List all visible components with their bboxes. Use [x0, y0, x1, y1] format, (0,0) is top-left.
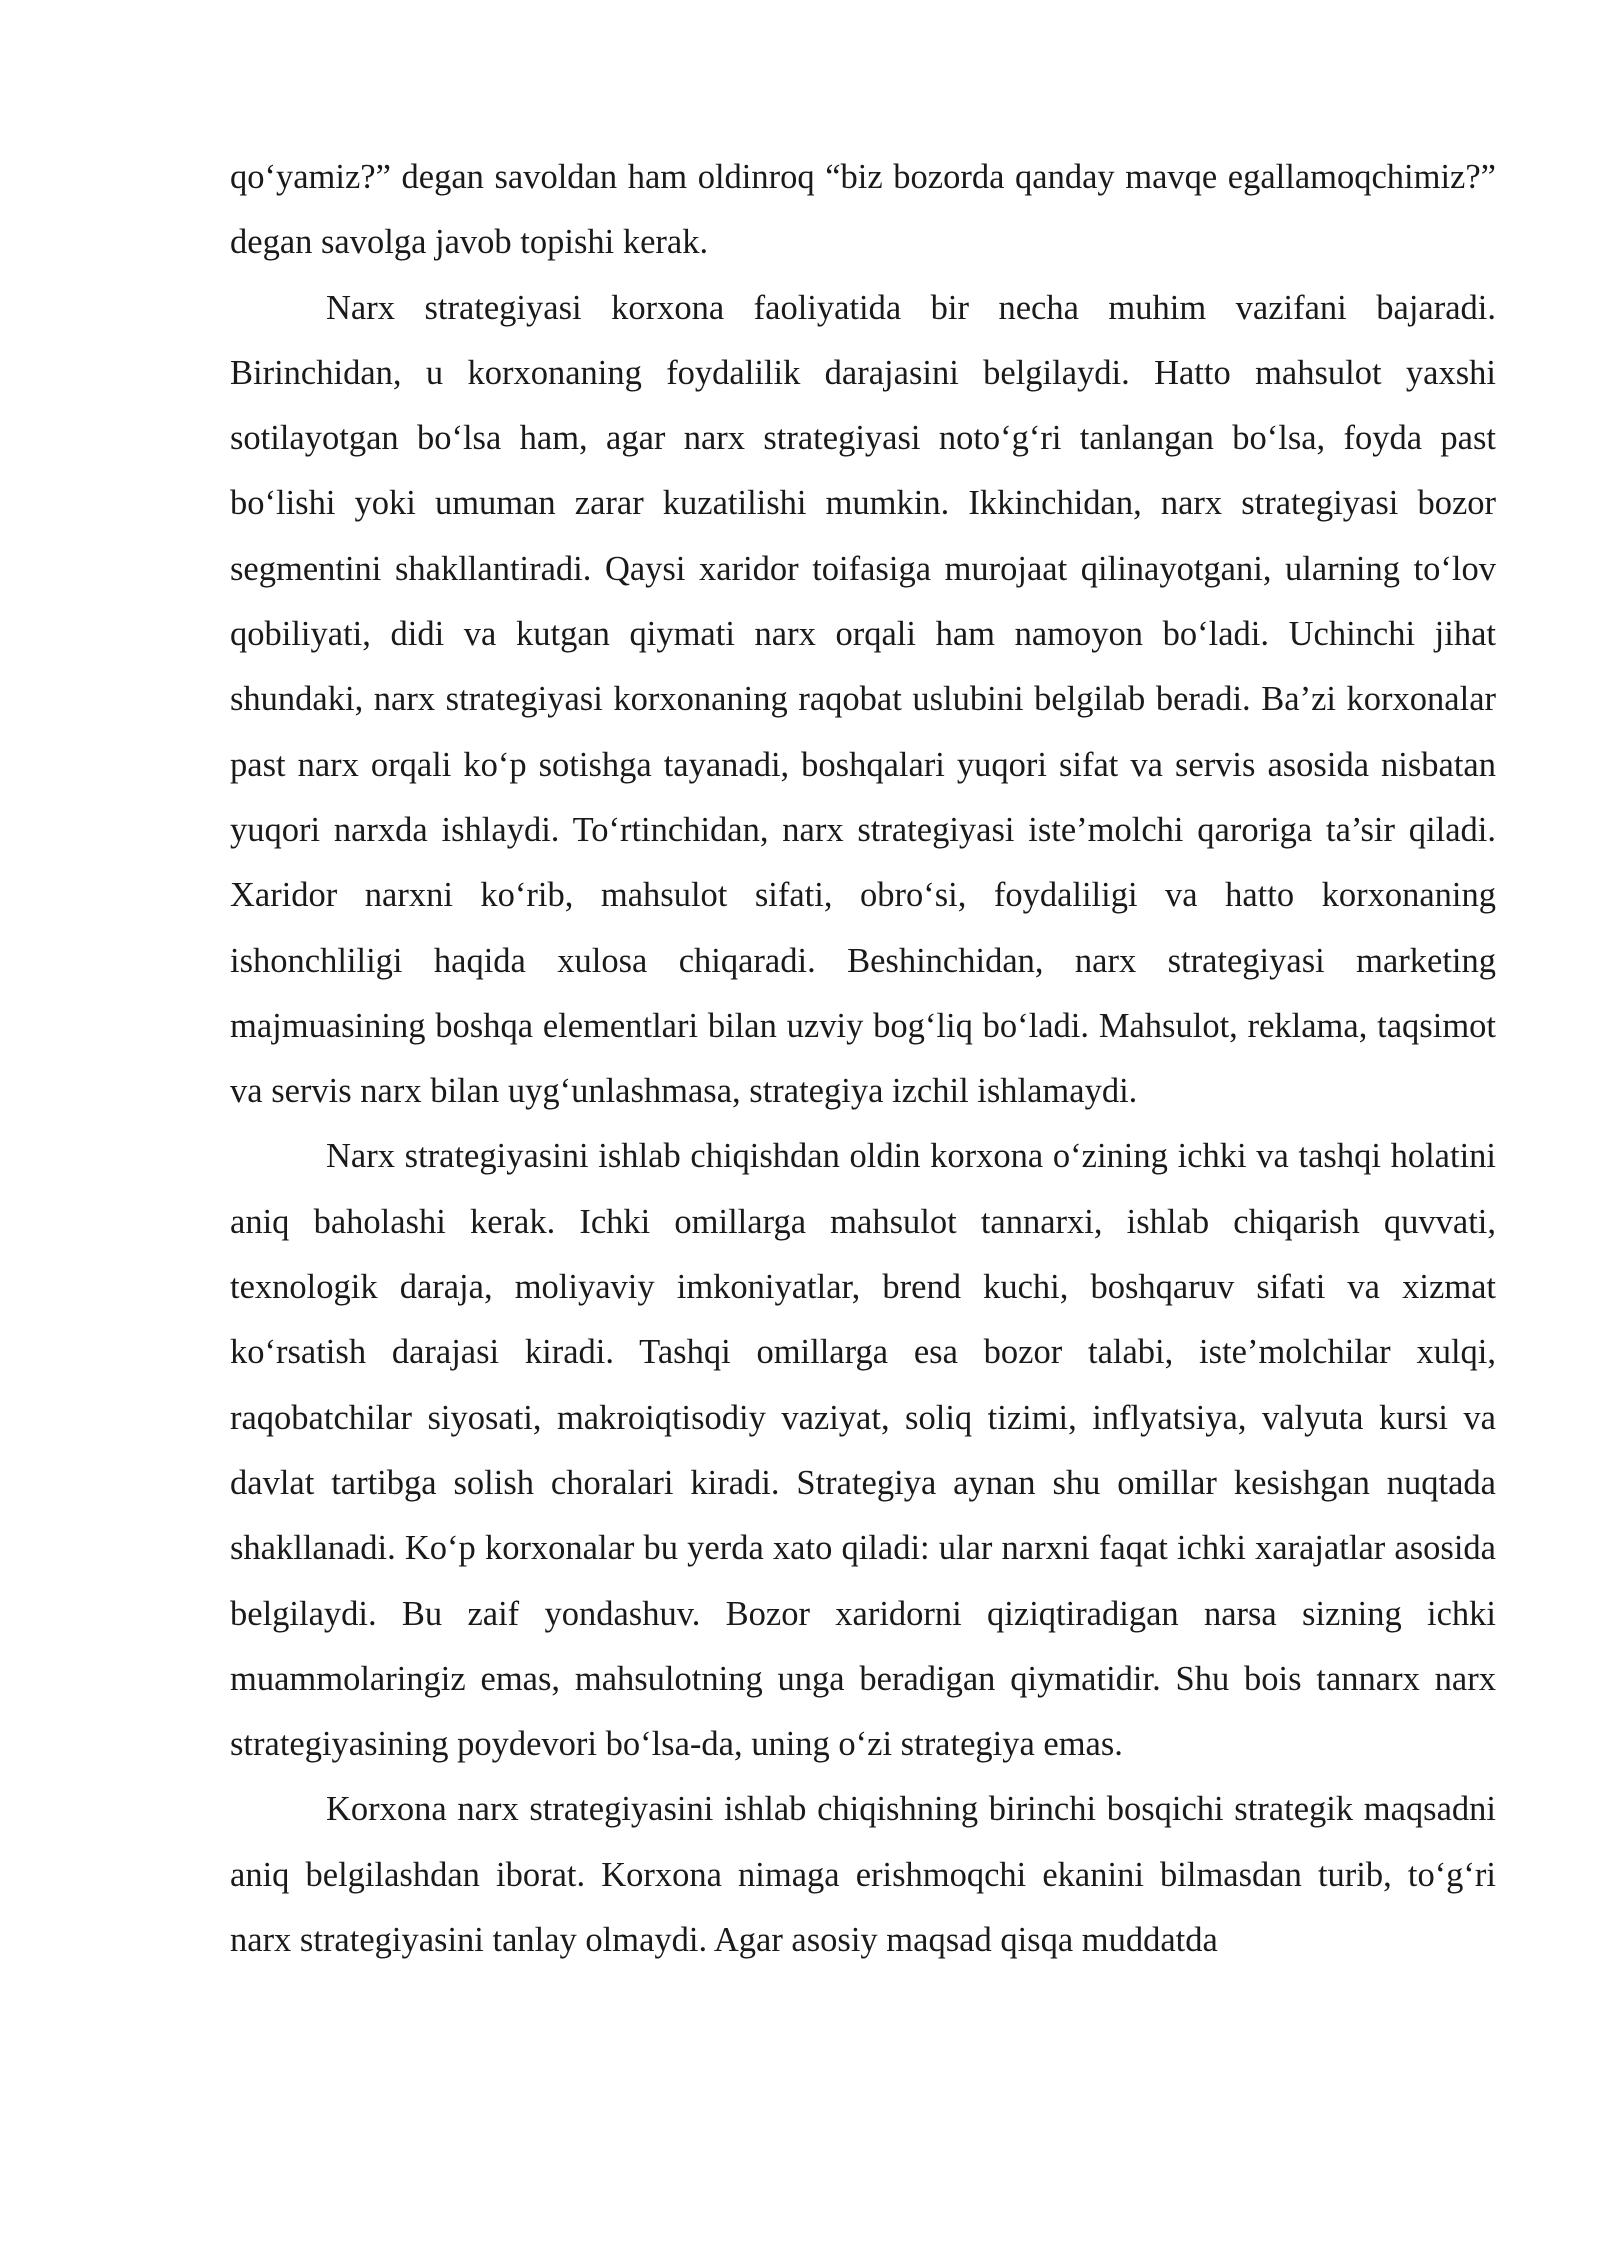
paragraph-price-strategy-functions: Narx strategiyasi korxona faoliyatida bir necha muhim vazifani bajaradi. Birinchidan, u korxonaning foydalilik darajasini belgilaydi. Hatto mahsulot yaxshi sotilayotgan bo‘lsa ham, agar narx strategiyasi noto‘g‘ri tanlangan bo‘lsa, foyda past bo‘lishi yoki umuman zarar kuzatilishi mumkin. Ikkinchidan, narx strategiyasi bozor segmentini shakllantiradi. Qaysi xaridor toifasiga murojaat qilinayotgani, ularning to‘lov qobiliyati, didi va kutgan qiymati narx orqali ham namoyon bo‘ladi. Uchinchi jihat shundaki, narx strategiyasi korxonaning raqobat uslubini belgilab beradi. Ba’zi korxonalar past narx orqali ko‘p sotishga tayanadi, boshqalari yuqori sifat va servis asosida nisbatan yuqori narxda ishlaydi. To‘rtinchidan, narx strategiyasi iste’molchi qaroriga ta’sir qiladi. Xaridor narxni ko‘rib, mahsulot sifati, obro‘si, foydaliligi va hatto korxonaning ishonchliligi haqida xulosa chiqaradi. Beshinchidan, narx strategiyasi marketing majmuasining boshqa elementlari bilan uzviy bog‘liq bo‘ladi. Mahsulot, reklama, taqsimot va servis narx bilan uyg‘unlashmasa, strategiya izchil ishlamaydi. — [230, 288, 1496, 1111]
body-text — [230, 145, 1496, 1973]
paragraph-first-stage: Korxona narx strategiyasini ishlab chiqishning birinchi bosqichi strategik maqsadni aniq belgilashdan iborat. Korxona nimaga erishmoqchi ekanini bilmasdan turib, to‘g‘ri narx strategiyasini tanlay olmaydi. Agar asosiy maqsad qisqa muddatda — [230, 1790, 1496, 1960]
paragraph-continuation: qo‘yamiz?” degan savoldan ham oldinroq “biz bozorda qanday mavqe egallamoqchimiz?” degan savolga javob topishi kerak. — [230, 158, 1496, 262]
paragraph-internal-external-factors: Narx strategiyasini ishlab chiqishdan oldin korxona o‘zining ichki va tashqi holatini aniq baholashi kerak. Ichki omillarga mahsulot tannarxi, ishlab chiqarish quvvati, texnologik daraja, moliyaviy imkoniyatlar, brend kuchi, boshqaruv sifati va xizmat ko‘rsatish darajasi kiradi. Tashqi omillarga esa bozor talabi, iste’molchilar xulqi, raqobatchilar siyosati, makroiqtisodiy vaziyat, soliq tizimi, inflyatsiya, valyuta kursi va davlat tartibga solish choralari kiradi. Strategiya aynan shu omillar kesishgan nuqtada shakllanadi. Ko‘p korxonalar bu yerda xato qiladi: ular narxni faqat ichki xarajatlar asosida belgilaydi. Bu zaif yondashuv. Bozor xaridorni qiziqtiradigan narsa sizning ichki muammolaringiz emas, mahsulotning unga beradigan qiymatidir. Shu bois tannarx narx strategiyasining poydevori bo‘lsa-da, uning o‘zi strategiya emas. — [230, 1137, 1496, 1764]
